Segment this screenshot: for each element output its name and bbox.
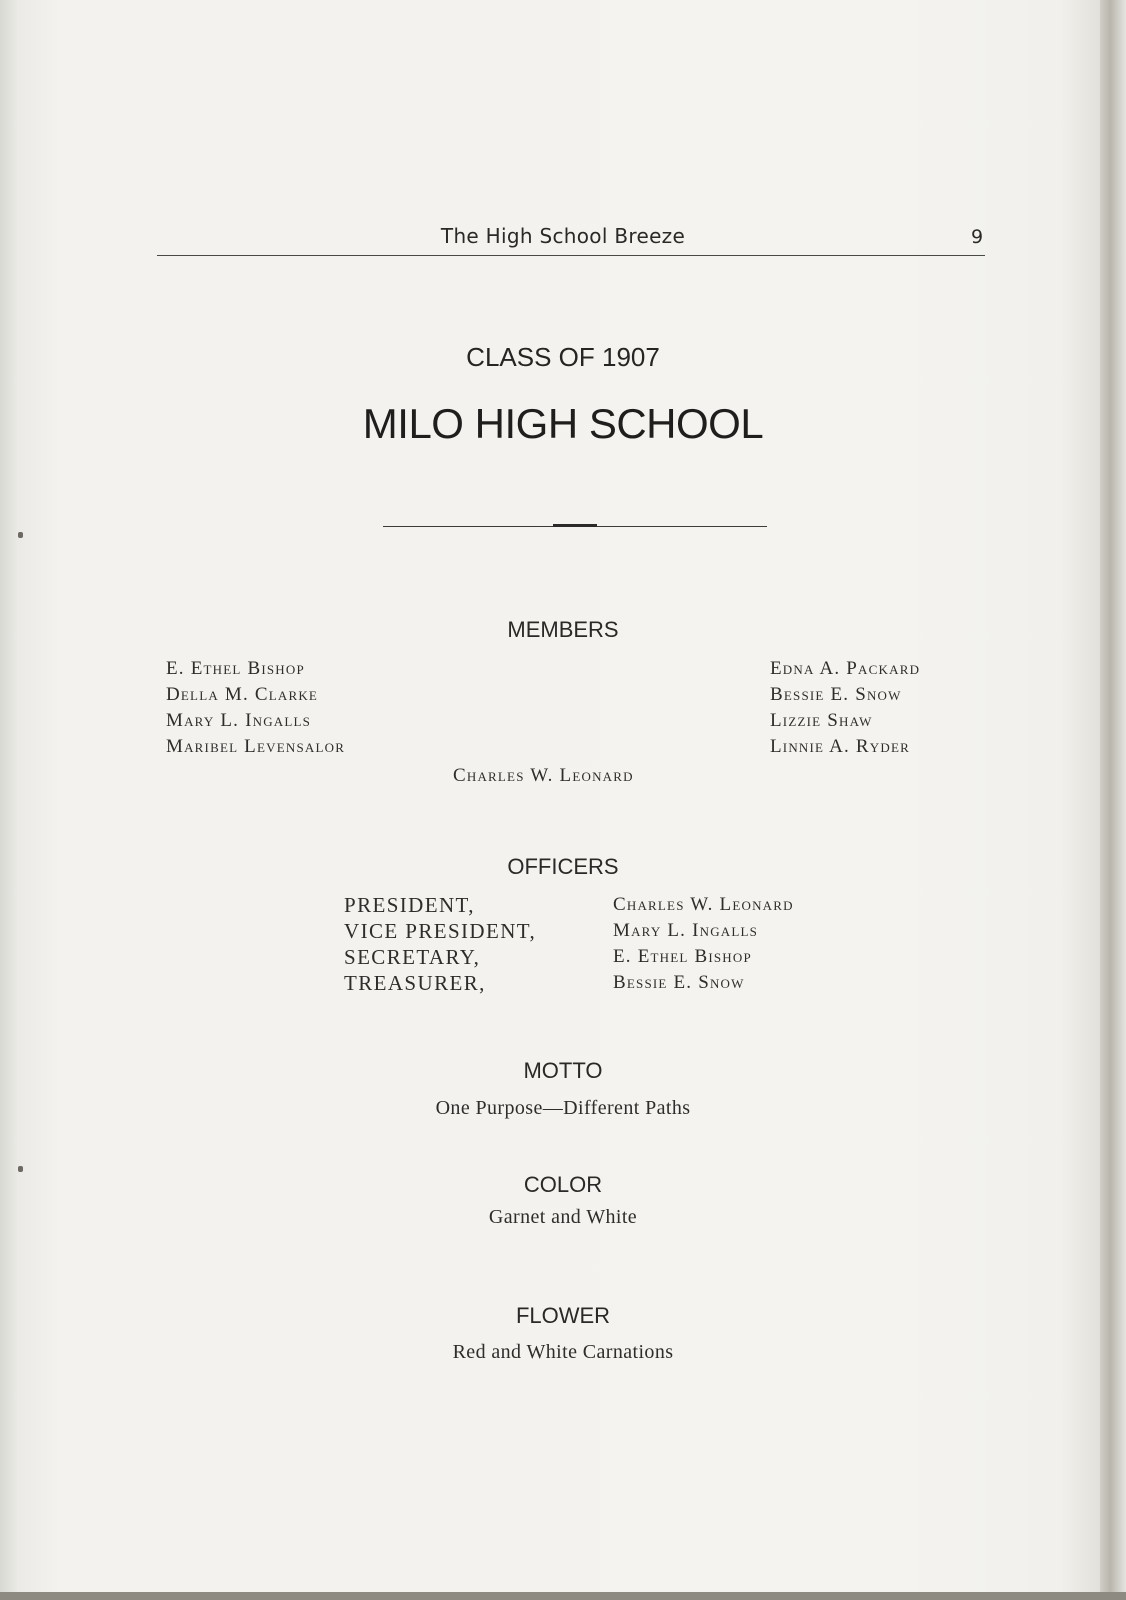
flower-heading: FLOWER — [515, 1303, 611, 1328]
member-left-1: E. Ethel Bishop — [166, 658, 305, 679]
member-left-4: Maribel Levensalor — [166, 736, 346, 757]
divider-center-mark — [553, 524, 597, 527]
flower-text: Red and White Carnations — [452, 1341, 674, 1363]
officer-name-secretary: E. Ethel Bishop — [613, 946, 752, 967]
member-left-3: Mary L. Ingalls — [166, 710, 312, 731]
officer-title-vice-president: VICE PRESIDENT, — [344, 919, 537, 943]
class-year-heading: CLASS OF 1907 — [466, 342, 660, 372]
officer-name-president: Charles W. Leonard — [613, 894, 794, 915]
color-heading: COLOR — [523, 1172, 603, 1197]
member-right-1: Edna A. Packard — [770, 658, 921, 679]
binding-hole-upper — [18, 532, 23, 538]
motto-text: One Purpose—Different Paths — [435, 1097, 691, 1119]
member-right-2: Bessie E. Snow — [770, 684, 902, 705]
officer-title-president: PRESIDENT, — [344, 893, 475, 917]
officer-title-secretary: SECRETARY, — [344, 945, 481, 969]
officer-name-vice-president: Mary L. Ingalls — [613, 920, 759, 941]
color-text: Garnet and White — [488, 1206, 638, 1228]
member-left-2: Della M. Clarke — [166, 684, 319, 705]
header-rule — [157, 255, 985, 256]
member-right-4: Linnie A. Ryder — [770, 736, 910, 757]
running-head: The High School Breeze — [440, 224, 686, 248]
officer-title-treasurer: TREASURER, — [344, 971, 486, 995]
member-right-3: Lizzie Shaw — [770, 710, 873, 731]
motto-heading: MOTTO — [523, 1058, 603, 1083]
member-center: Charles W. Leonard — [453, 765, 634, 786]
officer-name-treasurer: Bessie E. Snow — [613, 972, 745, 993]
page-number: 9 — [971, 226, 984, 248]
bottom-edge — [0, 1592, 1126, 1600]
school-name-title: MILO HIGH SCHOOL — [362, 400, 764, 447]
members-heading: MEMBERS — [507, 617, 619, 642]
officers-heading: OFFICERS — [507, 854, 619, 879]
